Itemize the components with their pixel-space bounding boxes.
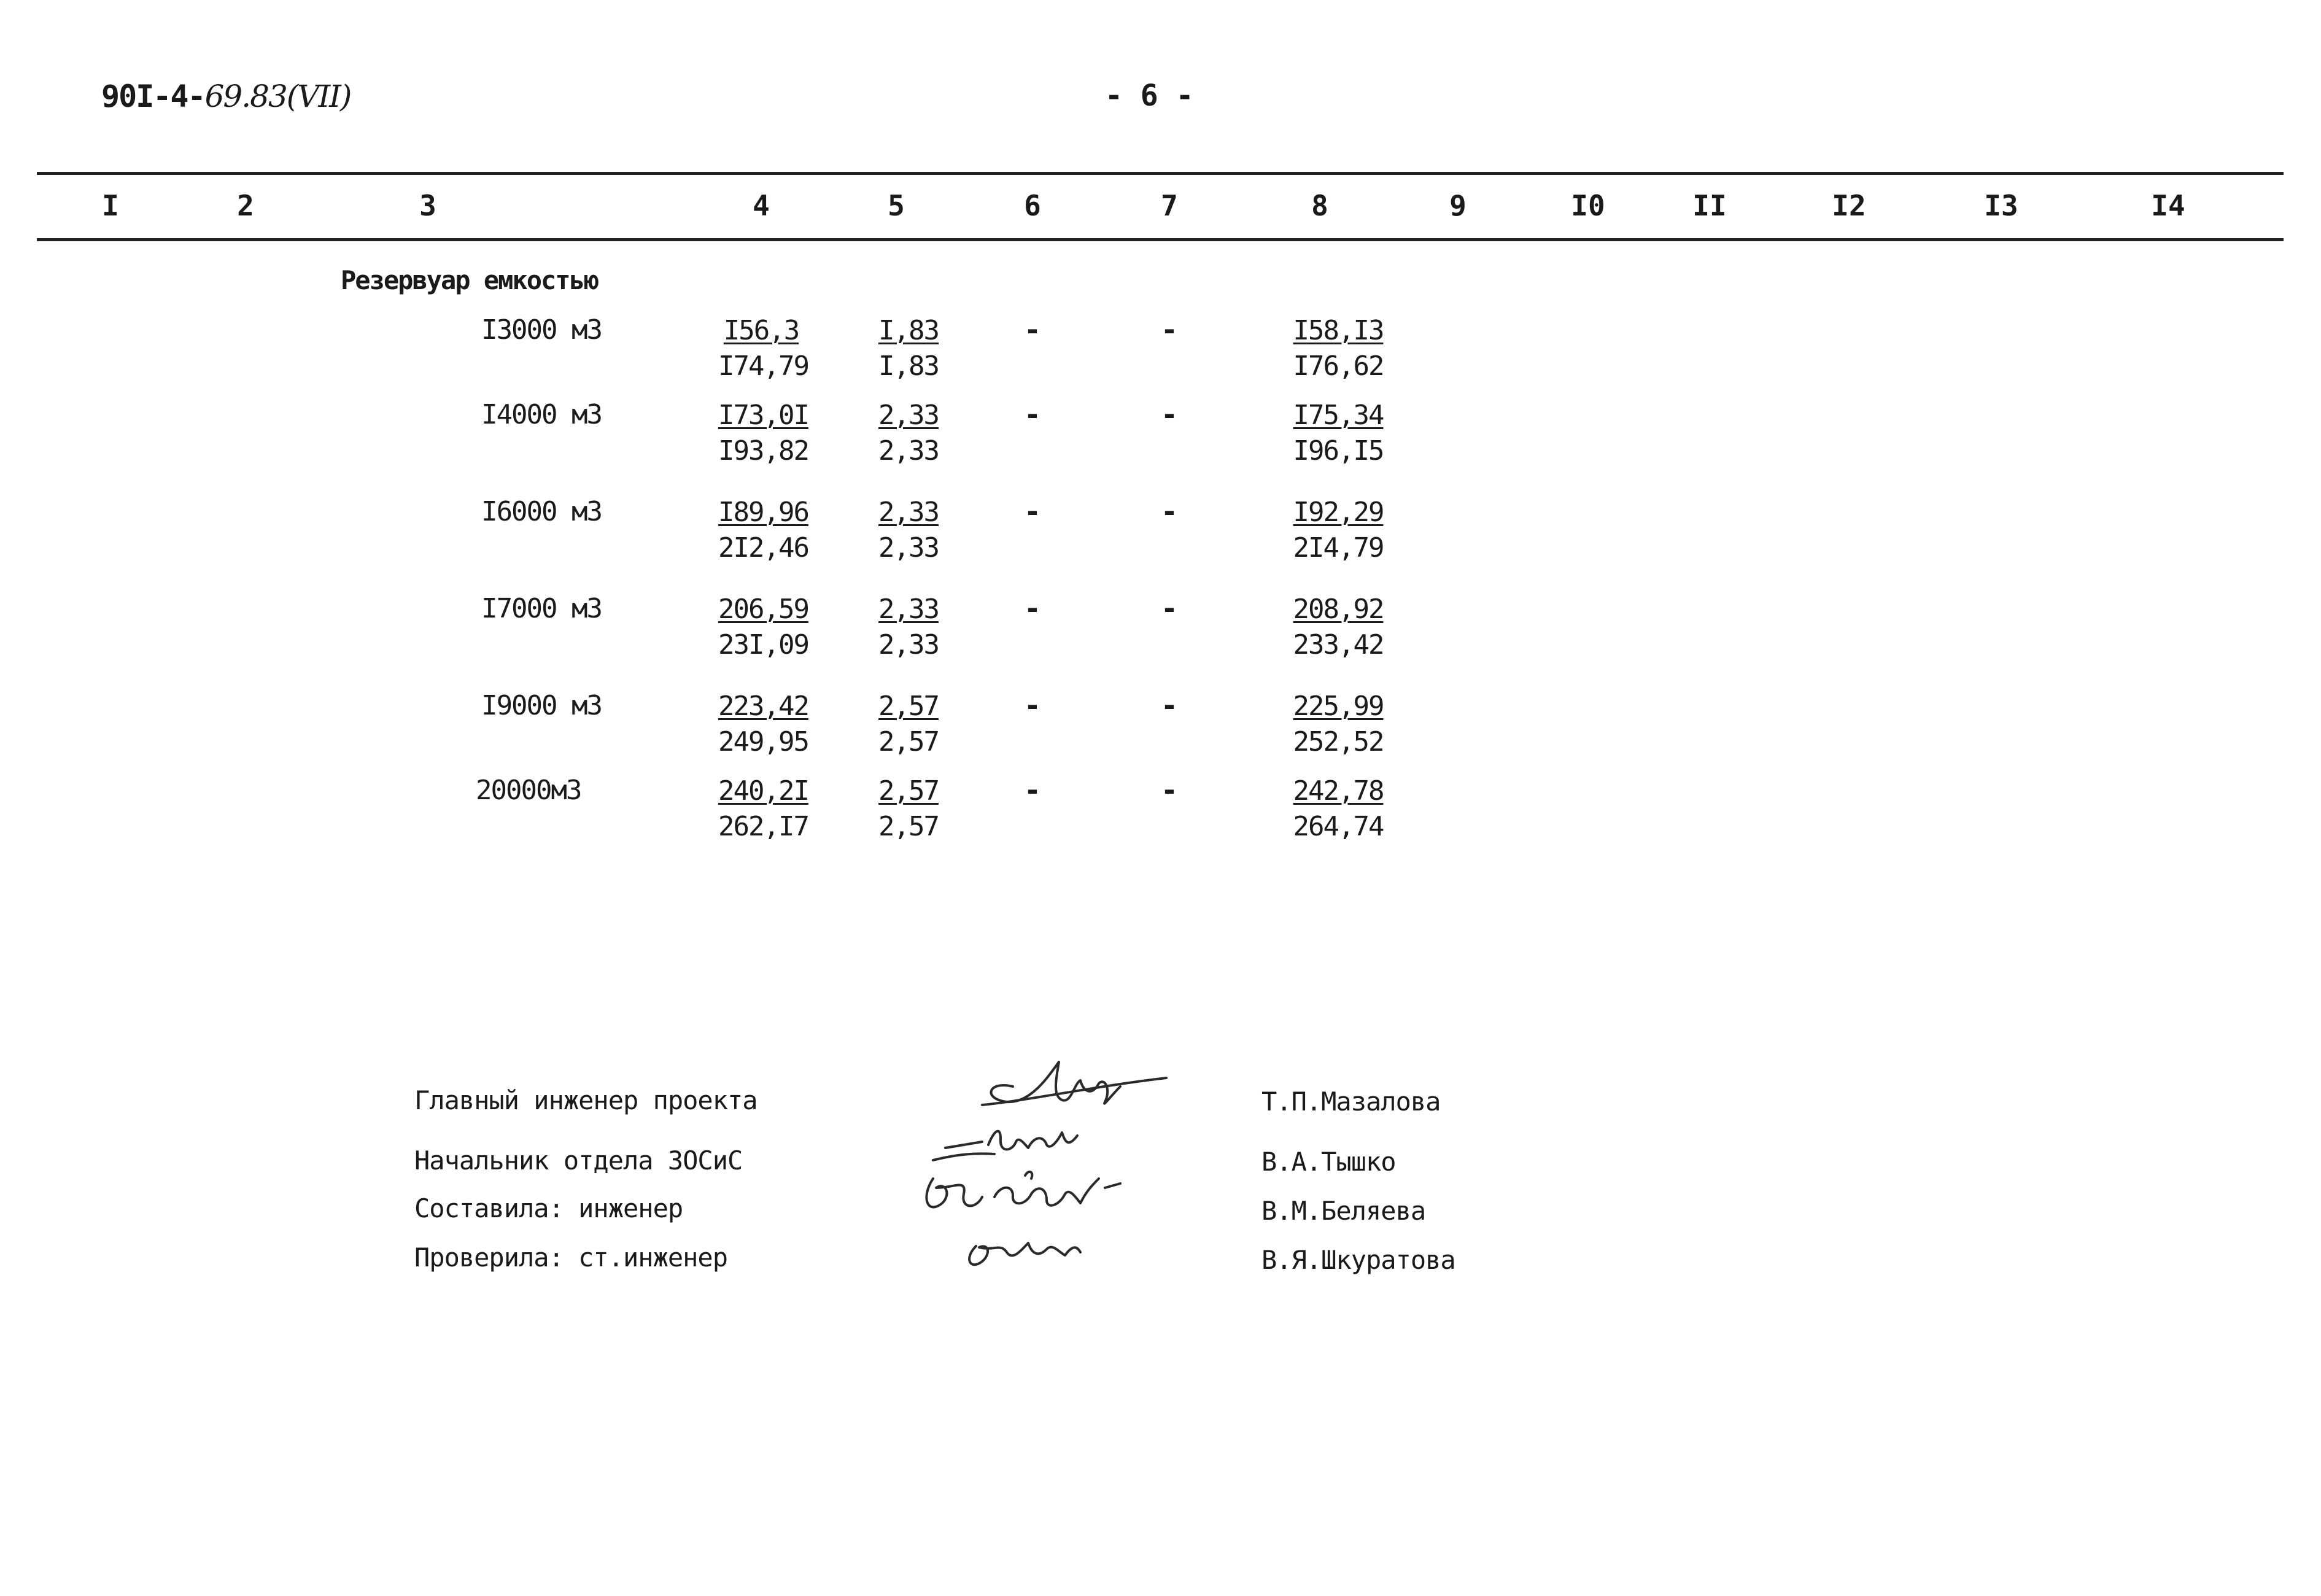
cell-value-bottom: 2,57 xyxy=(878,811,939,842)
cell-col6: - xyxy=(1024,313,1041,346)
row-label: I4000 м3 xyxy=(481,399,602,430)
cell-value-bottom: 233,42 xyxy=(1293,629,1384,660)
cell-col8 xyxy=(1289,313,1387,384)
cell-value-top: 225,99 xyxy=(1293,691,1384,722)
cell-col4 xyxy=(718,495,808,566)
cell-col8 xyxy=(1289,398,1387,469)
column-header-1: I xyxy=(102,189,119,222)
cell-value-top: I73,0I xyxy=(718,400,808,431)
cell-col7: - xyxy=(1161,398,1178,431)
signoff-name: В.М.Беляева xyxy=(1261,1196,1426,1226)
cell-col4 xyxy=(718,689,808,760)
cell-value-top: 206,59 xyxy=(718,594,808,625)
cell-value-bottom: I96,I5 xyxy=(1293,435,1384,467)
cell-value-bottom: 2,33 xyxy=(878,435,939,467)
cell-value-top: 2,57 xyxy=(878,775,939,807)
cell-col5 xyxy=(875,773,942,845)
cell-value-bottom: I93,82 xyxy=(718,435,808,467)
cell-value-bottom: 2,57 xyxy=(878,726,939,757)
cell-col4 xyxy=(718,398,808,469)
cell-col8 xyxy=(1289,592,1387,663)
cell-col6: - xyxy=(1024,689,1041,722)
cell-col8 xyxy=(1289,773,1387,845)
cell-value-bottom: I,83 xyxy=(878,351,939,382)
cell-value-top: 2,57 xyxy=(878,691,939,722)
cell-col5 xyxy=(875,689,942,760)
column-header-11: II xyxy=(1692,189,1727,222)
signoff-name: В.А.Тышко xyxy=(1261,1147,1396,1177)
cell-value-top: 208,92 xyxy=(1293,594,1384,625)
signature-4 xyxy=(969,1243,1080,1265)
cell-col6: - xyxy=(1024,495,1041,528)
cell-value-top: 223,42 xyxy=(718,691,808,722)
column-header-4: 4 xyxy=(753,189,770,222)
row-label: I6000 м3 xyxy=(481,496,602,527)
cell-value-bottom: 2,33 xyxy=(878,629,939,660)
cell-col7: - xyxy=(1161,773,1178,807)
column-header-14: I4 xyxy=(2151,189,2185,222)
cell-value-top: I56,3 xyxy=(723,315,799,346)
cell-col6: - xyxy=(1024,592,1041,625)
signoff-name: В.Я.Шкуратова xyxy=(1261,1245,1455,1275)
cell-value-top: I,83 xyxy=(878,315,939,346)
cell-value-bottom: I76,62 xyxy=(1293,351,1384,382)
cell-col5 xyxy=(875,495,942,566)
cell-value-bottom: 23I,09 xyxy=(718,629,808,660)
row-label: I7000 м3 xyxy=(481,593,602,624)
cell-col5 xyxy=(875,592,942,663)
cell-value-bottom: 2I4,79 xyxy=(1293,532,1384,564)
cell-value-top: I75,34 xyxy=(1293,400,1384,431)
cell-col7: - xyxy=(1161,495,1178,528)
column-header-10: I0 xyxy=(1571,189,1605,222)
table-top-rule xyxy=(37,172,2284,175)
cell-col6: - xyxy=(1024,773,1041,807)
column-header-9: 9 xyxy=(1449,189,1467,222)
column-header-13: I3 xyxy=(1984,189,2018,222)
cell-col8 xyxy=(1289,495,1387,566)
cell-value-top: 2,33 xyxy=(878,400,939,431)
column-header-12: I2 xyxy=(1832,189,1866,222)
cell-col5 xyxy=(875,313,942,384)
cell-value-bottom: I74,79 xyxy=(718,351,808,382)
cell-col7: - xyxy=(1161,313,1178,346)
row-label: I3000 м3 xyxy=(481,314,602,346)
column-header-5: 5 xyxy=(888,189,905,222)
cell-col5 xyxy=(875,398,942,469)
column-header-6: 6 xyxy=(1024,189,1041,222)
cell-col4 xyxy=(718,592,808,663)
signoff-role: Проверила: ст.инженер xyxy=(414,1242,728,1273)
column-header-8: 8 xyxy=(1311,189,1328,222)
cell-value-bottom: 249,95 xyxy=(718,726,808,757)
table-header-rule xyxy=(37,238,2284,241)
signature-1 xyxy=(982,1062,1166,1105)
column-header-2: 2 xyxy=(237,189,254,222)
cell-col7: - xyxy=(1161,689,1178,722)
handwritten-signatures xyxy=(909,1056,1191,1289)
cell-value-top: 240,2I xyxy=(718,775,808,807)
cell-col6: - xyxy=(1024,398,1041,431)
cell-col7: - xyxy=(1161,592,1178,625)
row-label: 20000м3 xyxy=(476,775,581,806)
page-number: - 6 - xyxy=(1105,79,1194,113)
signoff-role: Главный инженер проекта xyxy=(414,1085,758,1115)
cell-value-bottom: 252,52 xyxy=(1293,726,1384,757)
cell-value-bottom: 2I2,46 xyxy=(718,532,808,564)
signature-2 xyxy=(933,1131,1077,1160)
cell-value-top: I89,96 xyxy=(718,497,808,528)
column-header-7: 7 xyxy=(1161,189,1178,222)
document-code-printed: 90I-4- xyxy=(101,79,205,114)
cell-value-top: 2,33 xyxy=(878,497,939,528)
cell-value-top: I92,29 xyxy=(1293,497,1384,528)
column-header-3: 3 xyxy=(419,189,436,222)
signoff-role: Составила: инженер xyxy=(414,1193,683,1223)
row-label: I9000 м3 xyxy=(481,690,602,721)
cell-col8 xyxy=(1289,689,1387,760)
cell-value-top: 242,78 xyxy=(1293,775,1384,807)
cell-value-top: 2,33 xyxy=(878,594,939,625)
document-code-handwritten: 69.83(VII) xyxy=(204,79,351,114)
cell-value-bottom: 2,33 xyxy=(878,532,939,564)
signoff-role: Начальник отдела ЗОСиС xyxy=(414,1145,743,1176)
cell-value-bottom: 264,74 xyxy=(1293,811,1384,842)
signoff-name: Т.П.Мазалова xyxy=(1261,1087,1441,1117)
document-code xyxy=(101,79,351,114)
cell-value-bottom: 262,I7 xyxy=(718,811,808,842)
section-title: Резервуар емкостью xyxy=(341,265,599,295)
signature-3 xyxy=(926,1172,1120,1207)
cell-col4 xyxy=(718,773,808,845)
cell-col4 xyxy=(718,313,808,384)
cell-value-top: I58,I3 xyxy=(1293,315,1384,346)
